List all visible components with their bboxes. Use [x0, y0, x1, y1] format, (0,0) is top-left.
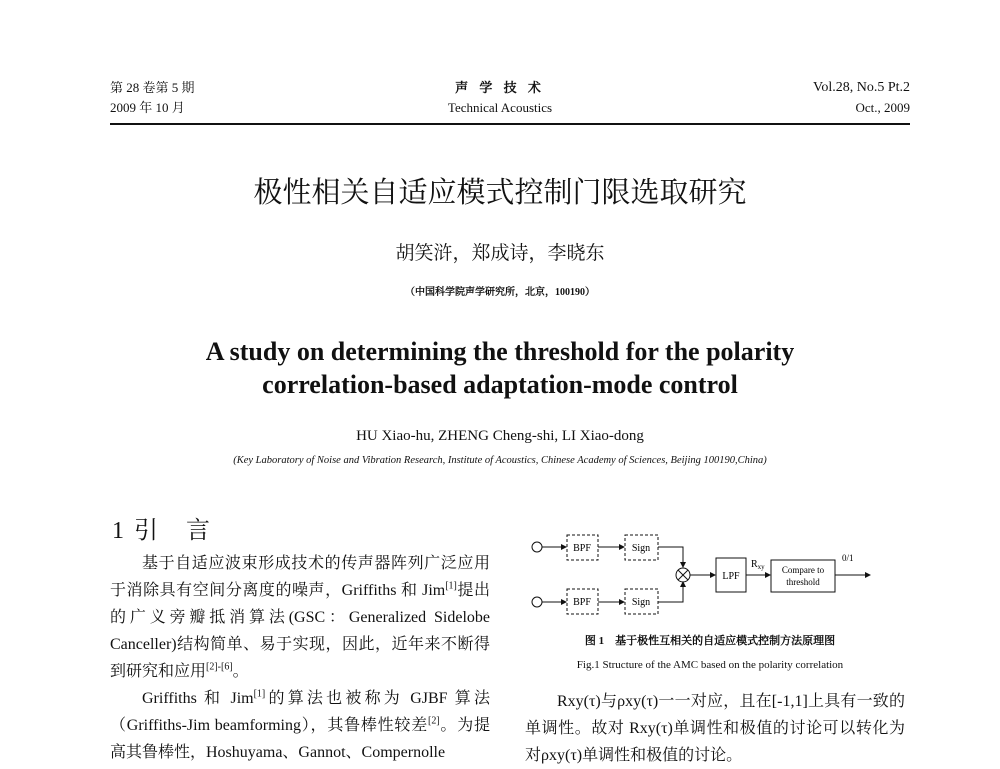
bpf-label: BPF	[573, 543, 591, 554]
volume-cn: 第 28 卷第 5 期	[110, 80, 195, 95]
journal-cn: 声 学 技 术	[455, 80, 545, 95]
header-center	[400, 78, 600, 118]
output-label: 0/1	[842, 553, 854, 563]
mic-input-1	[532, 542, 542, 552]
date-en: Oct., 2009	[855, 100, 910, 115]
right-column	[525, 688, 905, 769]
figure-block-diagram	[520, 525, 900, 620]
sign-label: Sign	[631, 543, 651, 554]
authors-cn: 胡笑浒，郑成诗，李晓东	[395, 243, 605, 264]
rxy-label: $R_{xy}$	[751, 559, 765, 571]
date-cn: 2009 年 10 月	[110, 100, 185, 115]
affiliation-cn: （中国科学院声学研究所，北京，100190）	[405, 287, 595, 298]
header-left	[110, 78, 195, 118]
figure-caption-cn: 图 1 基于极性互相关的自适应模式控制方法原理图	[584, 635, 836, 647]
bpf-label: BPF	[573, 597, 591, 608]
section-heading: 1 引 言	[112, 518, 212, 544]
journal-en: Technical Acoustics	[447, 100, 553, 115]
paragraph: Griffiths 和 Jim[1]的算法也被称为 GJBF 算法（Griffiths-Jim beamforming），其鲁棒性较差[2]。为提高其鲁棒性，Hoshuyama、Gannot、Compernolle	[110, 688, 490, 761]
title-cn: 极性相关自适应模式控制门限选取研究	[253, 175, 747, 209]
mic-input-2	[532, 597, 542, 607]
volume-en: Vol.28, No.5 Pt.2	[813, 80, 910, 95]
compare-label-1: Compare to	[781, 565, 825, 575]
figure-caption-en: Fig.1 Structure of the AMC based on the polarity correlation	[576, 659, 844, 671]
compare-label-2: threshold	[786, 577, 820, 587]
left-column	[110, 550, 490, 766]
authors-en: HU Xiao-hu, ZHENG Cheng-shi, LI Xiao-dong	[356, 428, 644, 444]
paragraph: 基于自适应波束形成技术的传声器阵列广泛应用于消除具有空间分离度的噪声，Griffiths 和 Jim[1]提出的广义旁瓣抵消算法(GSC：Generalized Sidelobe Canceller)结构简单、易于实现，因此，近年来不断得到研究和应用[2]-[6]。	[110, 555, 490, 680]
citation: [1]	[445, 580, 457, 592]
lpf-label: LPF	[722, 571, 740, 582]
title-en	[0, 335, 1000, 401]
paragraph: Rxy(τ)与ρxy(τ)一一对应，且在[-1,1]上具有一致的单调性。故对 Rxy(τ)单调性和极值的讨论可以转化为对ρxy(τ)单调性和极值的讨论。	[525, 693, 905, 764]
header-rule	[110, 123, 910, 125]
title-en-line1: A study on determining the threshold for the polarity	[205, 337, 795, 366]
title-en-line2: correlation-based adaptation-mode control	[262, 370, 738, 399]
citation: [1]	[253, 688, 266, 700]
citation: [2]-[6]	[206, 661, 233, 673]
header-right	[813, 78, 910, 118]
citation: [2]	[427, 715, 440, 727]
affiliation-en: (Key Laboratory of Noise and Vibration Research, Institute of Acoustics, Chinese Academy of Sciences, Beijing 100190,China)	[233, 455, 767, 466]
sign-label: Sign	[631, 597, 651, 608]
